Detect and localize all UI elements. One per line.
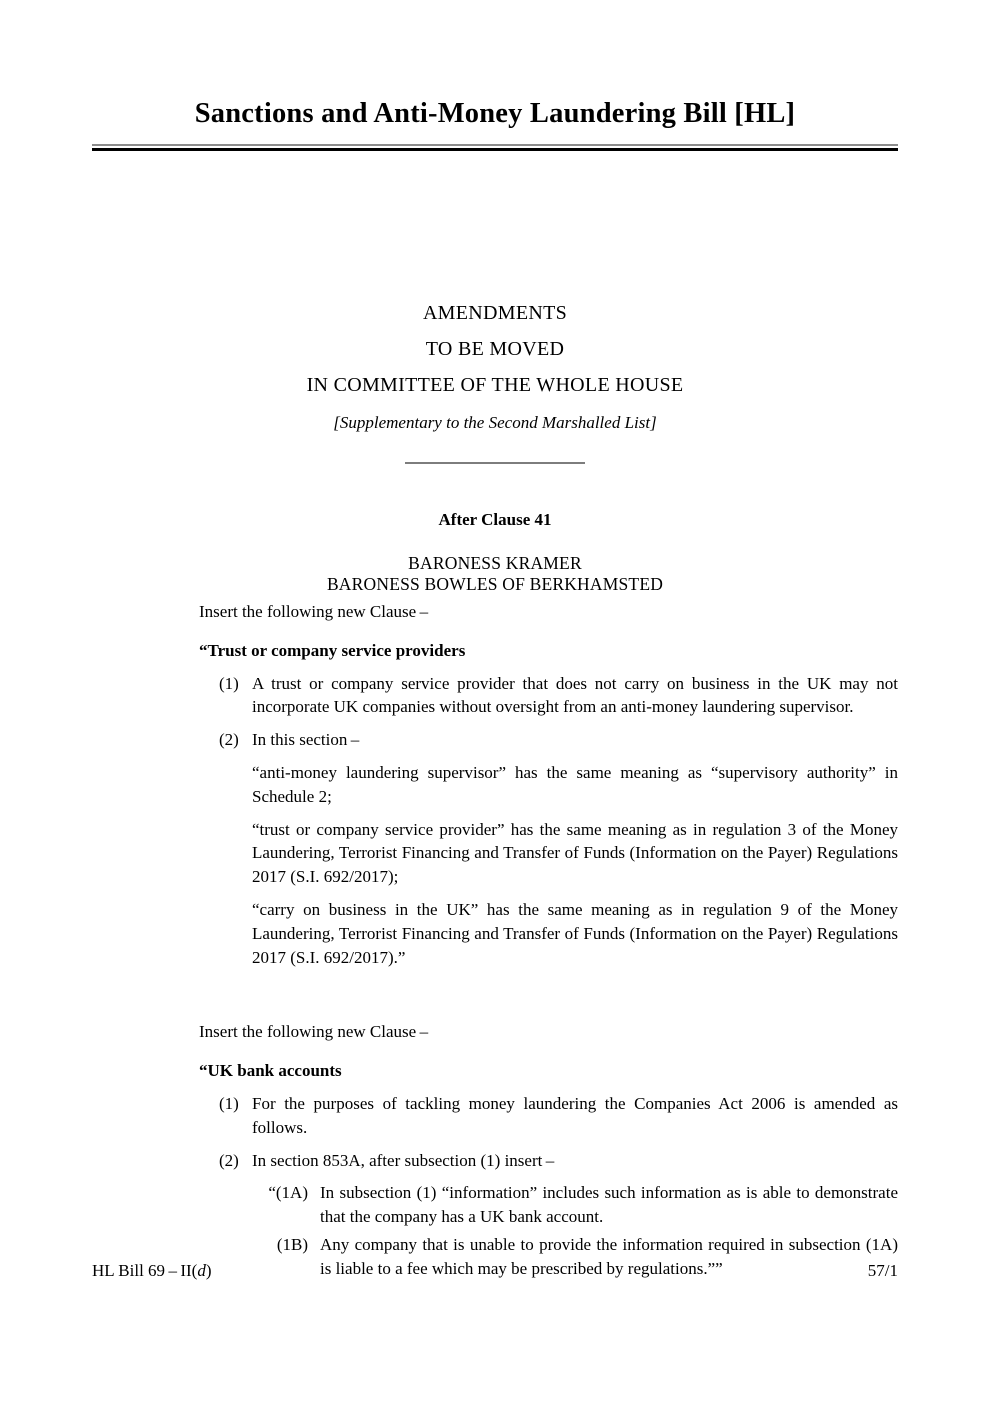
paragraph-text: In section 853A, after subsection (1) insert – (252, 1150, 555, 1170)
amendment-block (199, 600, 898, 969)
paragraph-text: In this section – (252, 730, 360, 750)
definition-paragraph: “anti-money laundering supervisor” has the same meaning as “supervisory authority” in Schedule 2; (252, 762, 898, 806)
paragraph-marker: (1) (219, 1093, 239, 1113)
amendment-lead-in: Insert the following new Clause – (199, 602, 429, 621)
amendment-clause-title: “Trust or company service providers (199, 640, 466, 660)
sub-paragraph-marker: (1B) (276, 1234, 308, 1254)
numbered-paragraph (199, 672, 898, 720)
amendments-body (199, 600, 898, 1285)
sub-paragraph-marker: “(1A) (268, 1183, 308, 1203)
page-number: 57/1 (867, 1261, 898, 1280)
divider (92, 462, 898, 464)
amendment-block (199, 1020, 898, 1280)
title-block (92, 98, 898, 151)
numbered-paragraph (199, 728, 898, 752)
heading-subtitle: [Supplementary to the Second Marshalled List] (333, 413, 657, 432)
heading-to-be-moved: TO BE MOVED (425, 338, 565, 360)
numbered-paragraph (199, 1092, 898, 1140)
paragraph-marker: (2) (219, 730, 239, 750)
numbered-paragraph (199, 1149, 898, 1173)
sponsor-list (92, 553, 898, 596)
page-title: Sanctions and Anti-Money Laundering Bill [HL] (194, 98, 796, 129)
clause-anchor-heading: After Clause 41 (438, 510, 552, 529)
sub-paragraph (199, 1181, 898, 1229)
amendment-lead-in: Insert the following new Clause – (199, 1022, 429, 1042)
page-footer (92, 1261, 898, 1281)
sub-paragraph-text: In subsection (1) “information” includes such information as is able to demonstrate that the company has a UK bank account. (320, 1183, 898, 1227)
title-rule-thin (92, 144, 898, 146)
paragraph-text: A trust or company service provider that does not carry on business in the UK may not incorporate UK companies without oversight from an anti-money laundering supervisor. (252, 673, 898, 717)
heading-committee: IN COMMITTEE OF THE WHOLE HOUSE (306, 374, 684, 396)
sponsor-name: BARONESS KRAMER (408, 553, 582, 573)
divider-rule (405, 462, 585, 464)
bill-reference (92, 1261, 212, 1281)
amendment-separator (199, 978, 898, 1020)
heading-block (92, 303, 898, 464)
paragraph-marker: (1) (219, 673, 239, 693)
heading-amendments: AMENDMENTS (422, 302, 568, 324)
definition-paragraph: “carry on business in the UK” has the same meaning as in regulation 9 of the Money Laundering, Terrorist Financing and Transfer of Funds (Information on the Payer) Regulations 2017 (S.I. 692/2017).” (252, 899, 898, 967)
bill-reference-suffix: ) (205, 1261, 212, 1280)
sub-paragraph-text: Any company that is unable to provide the information required in subsection (1A) is liable to a fee which may be prescribed by regulations.”” (320, 1234, 898, 1278)
sponsor-name: BARONESS BOWLES OF BERKHAMSTED (326, 574, 664, 595)
paragraph-marker: (2) (219, 1150, 239, 1170)
definition-paragraph: “trust or company service provider” has the same meaning as in regulation 3 of the Money Laundering, Terrorist Financing and Transfer of Funds (Information on the Payer) Regulations 2017 (S.I. 692/2017); (252, 819, 898, 887)
title-rule-thick (92, 148, 898, 151)
bill-reference-prefix: HL Bill 69 – II( (92, 1261, 198, 1280)
bill-reference-letter: d (197, 1261, 206, 1280)
paragraph-text: For the purposes of tackling money laundering the Companies Act 2006 is amended as follows. (252, 1093, 898, 1137)
amendment-clause-title: “UK bank accounts (199, 1061, 342, 1081)
